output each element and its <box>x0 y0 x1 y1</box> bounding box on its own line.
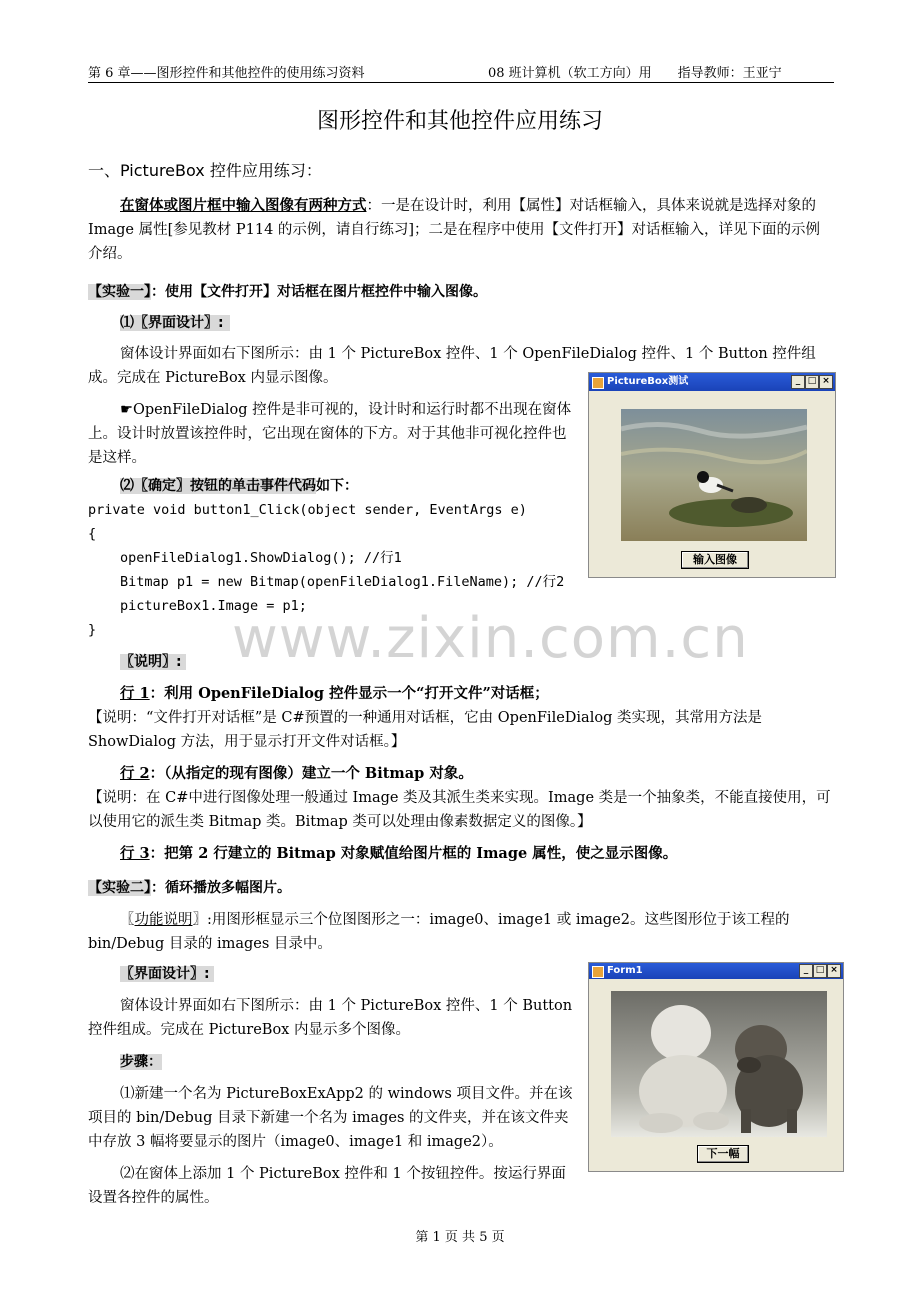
bird-image <box>621 409 807 541</box>
design1-label: ⑴〖界面设计〗: <box>120 311 230 335</box>
step-2: ⑵在窗体上添加 1 个 PictureBox 控件和 1 个按钮控件。按运行界面设置各控件的属性。 <box>88 1166 566 1206</box>
line2-note: 【说明：在 C#中进行图像处理一般通过 Image 类及其派生类来实现。Image 类是一个抽象类，不能直接使用，可以使用它的派生类 Bitmap 类。Bitmap 类可以处理由像素数据定义的图像。】 <box>88 790 831 830</box>
window-titlebar <box>589 373 835 391</box>
baby-dog-image <box>611 991 827 1137</box>
header-left: 第 6 章——图形控件和其他控件的使用练习资料 <box>88 66 365 81</box>
exp2-heading: 【实验二】：循环播放多幅图片。 <box>88 880 291 896</box>
steps-label: 步骤： <box>120 1054 162 1070</box>
next-image-button[interactable]: 下一幅 <box>697 1145 749 1163</box>
page-header <box>88 60 834 83</box>
minimize-icon[interactable]: _ <box>799 964 813 978</box>
load-image-button[interactable]: 输入图像 <box>681 551 749 569</box>
maximize-icon[interactable]: □ <box>805 375 819 389</box>
code-line: Bitmap p1 = new Bitmap(openFileDialog1.FileName); //行2 <box>120 574 565 590</box>
watermark: www.zixin.com.cn <box>232 606 749 671</box>
intro-lead: 在窗体或图片框中输入图像有两种方式 <box>120 197 367 214</box>
note-openfiledialog: ☛OpenFileDialog 控件是非可视的，设计时和运行时都不出现在窗体上。设计时放置该控件时，它出现在窗体的下方。对于其他非可视化控件也是这样。 <box>88 402 572 466</box>
design1-text: 窗体设计界面如右下图所示：由 1 个 PictureBox 控件、1 个 OpenFileDialog 控件、1 个 Button 控件组成。完成在 PictureBox 内显示图像。 <box>88 346 816 386</box>
form1-window <box>588 962 844 1172</box>
window-title: PictureBox测试 <box>607 376 689 387</box>
exp1-heading <box>88 280 834 304</box>
design2-text: 窗体设计界面如右下图所示：由 1 个 PictureBox 控件、1 个 Button 控件组成。完成在 PictureBox 内显示多个图像。 <box>88 998 573 1038</box>
line3-explanation: 行 3：把第 2 行建立的 Bitmap 对象赋值给图片框的 Image 属性，使之显示图像。 <box>120 845 678 862</box>
maximize-icon[interactable]: □ <box>813 964 827 978</box>
minimize-icon[interactable]: _ <box>791 375 805 389</box>
window-title: Form1 <box>607 965 643 976</box>
header-right: 08 班计算机（软工方向）用 指导教师：王亚宁 <box>488 66 782 81</box>
intro-rest: ：一是在设计时，利用【属性】对话框输入，具体来说就是选择对象的 Image 属性[参见教材 P114 的示例，请自行练习]；二是在程序中使用【文件打开】对话框输入，详见下面的示例介绍。 <box>88 198 821 262</box>
function-description: 〖功能说明〗:用图形框显示三个位图图形之一：image0、image1 或 image2。这些图形位于该工程的 bin/Debug 目录的 images 目录中。 <box>88 912 790 952</box>
page-footer: 第 1 页 共 5 页 <box>415 1230 505 1245</box>
intro-paragraph <box>88 194 834 266</box>
code-line: private void button1_Click(object sender, EventArgs e) <box>88 502 527 518</box>
line2-explanation: 行 2：（从指定的现有图像）建立一个 Bitmap 对象。 <box>120 765 473 782</box>
section-heading-1: 一、PictureBox 控件应用练习： <box>88 161 322 180</box>
app-icon <box>592 966 604 978</box>
app-icon <box>592 377 604 389</box>
line1-explanation: 行 1：利用 OpenFileDialog 控件显示一个“打开文件”对话框； <box>120 685 549 702</box>
exp1-title: ：使用【文件打开】对话框在图片框控件中输入图像。 <box>151 284 487 300</box>
line1-note: 【说明：“文件打开对话框”是 C#预置的一种通用对话框，它由 OpenFileDialog 类实现，其常用方法是 ShowDialog 方法，用于显示打开文件对话框。】 <box>88 710 762 750</box>
code-line: pictureBox1.Image = p1; <box>120 598 307 614</box>
exp1-tag: 【实验一】 <box>88 284 151 300</box>
close-icon[interactable]: × <box>827 964 841 978</box>
step-1: ⑴新建一个名为 PictureBoxExApp2 的 windows 项目文件。并在该项目的 bin/Debug 目录下新建一个名为 images 的文件夹，并在该文件夹中存放 3 幅将要显示的图片（image0、image1 和 image2）。 <box>88 1086 573 1150</box>
code-line: { <box>88 526 97 542</box>
code-heading: ⑵〖确定〗按钮的单击事件代码如下： <box>120 478 358 494</box>
window-titlebar <box>589 963 843 979</box>
picturebox-test-window <box>588 372 836 578</box>
page-title: 图形控件和其他控件应用练习 <box>316 109 603 134</box>
close-icon[interactable]: × <box>819 375 833 389</box>
explain-label: 〖说明〗: <box>120 650 186 674</box>
design2-label: 〖界面设计〗: <box>120 962 214 986</box>
code-line: openFileDialog1.ShowDialog(); //行1 <box>120 550 402 566</box>
code-line: } <box>88 622 97 638</box>
